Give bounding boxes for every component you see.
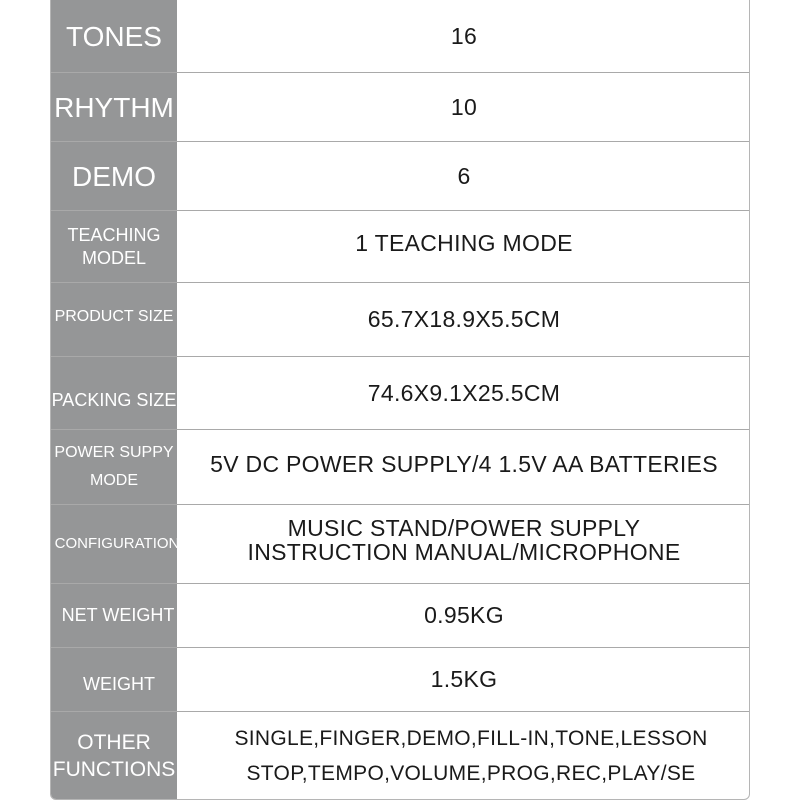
spec-value-text: 6 — [457, 162, 471, 189]
spec-label-teaching-model — [51, 211, 179, 282]
spec-value-text: 10 — [450, 93, 478, 120]
spec-value-text: 1 TEACHING MODE — [355, 230, 573, 257]
spec-value-text: 1.5KG — [430, 666, 498, 693]
spec-label-text: DEMO — [72, 160, 156, 192]
spec-value-text: 74.6X9.1X25.5CM — [367, 379, 561, 406]
spec-row-net-weight — [51, 584, 749, 648]
spec-label-configuration — [51, 505, 179, 583]
spec-label-text: OTHER — [77, 731, 151, 755]
spec-value-text: 5V DC POWER SUPPLY/4 1.5V AA BATTERIES — [210, 450, 718, 477]
spec-value-text: SINGLE,FINGER,DEMO,FILL-IN,TONE,LESSON — [234, 727, 708, 751]
spec-row-power-supply-mode — [51, 430, 749, 505]
spec-label-text: NET WEIGHT — [61, 605, 175, 626]
spec-row-configuration — [51, 505, 749, 584]
spec-label-tones — [51, 0, 179, 72]
spec-label-rhythm — [51, 73, 179, 141]
spec-row-packing-size — [51, 357, 749, 430]
spec-label-text: FUNCTIONS — [52, 757, 176, 781]
spec-label-text: WEIGHT — [83, 674, 155, 695]
spec-value-text: STOP,TEMPO,VOLUME,PROG,REC,PLAY/SE — [246, 761, 696, 785]
spec-row-demo — [51, 142, 749, 211]
spec-value-weight — [179, 648, 749, 711]
spec-row-other-functions — [51, 712, 749, 800]
spec-value-teaching-model — [179, 211, 749, 282]
spec-row-product-size — [51, 283, 749, 357]
spec-value-packing-size — [179, 357, 749, 429]
spec-label-text: PRODUCT SIZE — [54, 307, 174, 325]
spec-label-text: PACKING SIZE — [51, 389, 177, 410]
spec-value-power-supply-mode — [179, 430, 749, 504]
spec-row-teaching-model — [51, 211, 749, 283]
spec-label-power-supply-mode — [51, 430, 179, 504]
spec-value-other-functions — [179, 712, 749, 800]
spec-label-text: MODEL — [81, 247, 146, 268]
spec-value-demo — [179, 142, 749, 210]
spec-value-text: 0.95KG — [424, 602, 504, 629]
spec-value-text: MUSIC STAND/POWER SUPPLY — [287, 514, 641, 541]
spec-label-weight — [51, 648, 179, 711]
spec-label-product-size — [51, 283, 179, 356]
spec-label-text: RHYTHM — [54, 91, 174, 123]
spec-label-text: MODE — [90, 472, 138, 489]
spec-value-net-weight — [179, 584, 749, 647]
spec-value-text: 65.7X18.9X5.5CM — [367, 306, 561, 333]
spec-label-text: TEACHING — [67, 225, 161, 245]
spec-row-rhythm — [51, 73, 749, 142]
spec-label-demo — [51, 142, 179, 210]
spec-row-tones — [51, 0, 749, 73]
spec-value-product-size — [179, 283, 749, 356]
spec-label-text: CONFIGURATION — [54, 534, 180, 552]
spec-value-configuration — [179, 505, 749, 583]
spec-value-text: INSTRUCTION MANUAL/MICROPHONE — [247, 539, 681, 565]
spec-value-rhythm — [179, 73, 749, 141]
spec-label-packing-size — [51, 357, 179, 429]
spec-label-text: POWER SUPPY — [54, 444, 174, 461]
spec-value-tones — [179, 0, 749, 72]
spec-label-other-functions — [51, 712, 179, 800]
spec-label-text: TONES — [66, 21, 162, 52]
spec-row-weight — [51, 648, 749, 712]
spec-label-net-weight — [51, 584, 179, 647]
spec-value-text: 16 — [450, 23, 478, 50]
spec-table — [50, 0, 750, 800]
